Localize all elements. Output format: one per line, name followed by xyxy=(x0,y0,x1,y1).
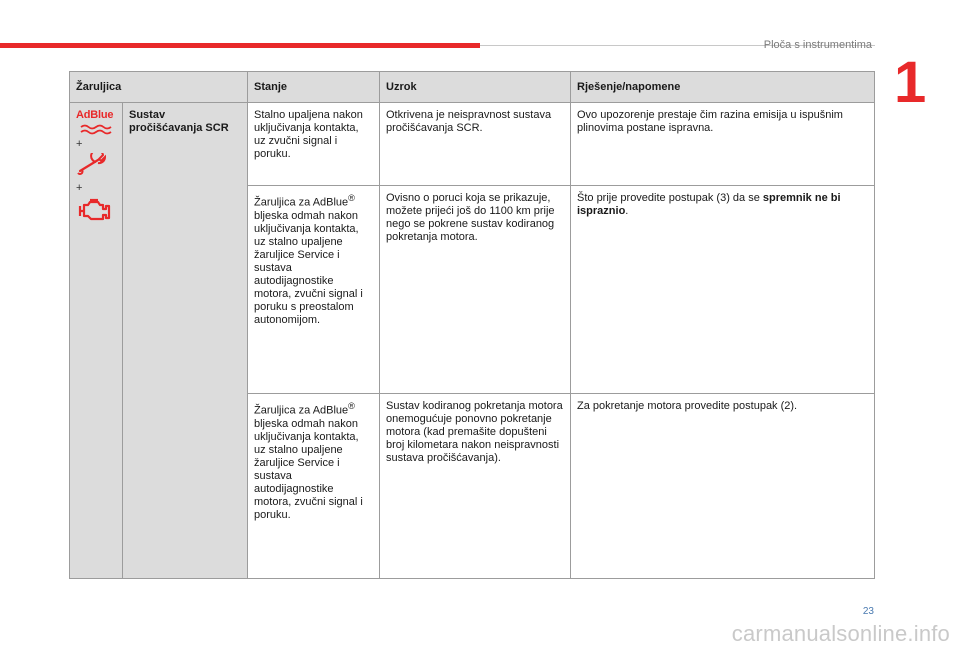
row2-rjesenje-bold: spremnik ne bi ispraznio xyxy=(577,192,841,217)
row2-rjesenje-prefix: Što prije provedite postupak (3) da se xyxy=(577,192,760,204)
warning-lamp-table xyxy=(69,71,875,579)
column-header-rjesenje: Rješenje/napomene xyxy=(571,72,875,103)
system-name: Sustav pročišćavanja SCR xyxy=(123,103,248,579)
table-row xyxy=(70,103,875,186)
row2-rjesenje-suffix: . xyxy=(625,205,629,217)
registered-mark: ® xyxy=(348,401,355,411)
table-header-row xyxy=(70,72,875,103)
row2-stanje-prefix: Žaruljica za AdBlue xyxy=(254,196,349,209)
row3-stanje-text: bljeska odmah nakon uključivanja kontakta, uz stalno upaljene žaruljice Service i sustava autodijagnostike motora, zvučni signal i poruku. xyxy=(254,417,363,521)
column-header-zaruljica: Žaruljica xyxy=(70,72,248,103)
engine-icon xyxy=(76,197,116,227)
column-header-stanje: Stanje xyxy=(248,72,380,103)
row2-rjesenje xyxy=(571,186,875,394)
adblue-icon xyxy=(76,109,116,135)
row2-stanje-text: bljeska odmah nakon uključivanja kontakta, uz stalno upaljene žaruljice Service i sustava autodijagnostike motora, zvučni signal i poruku s preostalom autonomijom. xyxy=(254,209,363,326)
registered-mark: ® xyxy=(348,193,355,203)
row1-uzrok: Otkrivena je neispravnost sustava pročišćavanja SCR. xyxy=(380,103,571,186)
section-title: Ploča s instrumentima xyxy=(763,39,872,51)
wrench-icon xyxy=(76,153,116,179)
plus-sign: + xyxy=(76,182,83,194)
chapter-number: 1 xyxy=(894,50,927,115)
row1-rjesenje: Ovo upozorenje prestaje čim razina emisija u ispušnim plinovima postane ispravna. xyxy=(571,103,875,186)
adblue-logo-text: AdBlue xyxy=(76,109,114,121)
row3-stanje xyxy=(248,394,380,579)
watermark: carmanualsonline.info xyxy=(731,621,950,646)
row3-rjesenje: Za pokretanje motora provedite postupak (2). xyxy=(571,394,875,579)
plus-sign: + xyxy=(76,138,83,150)
row1-stanje: Stalno upaljena nakon uključivanja kontakta, uz zvučni signal i poruku. xyxy=(248,103,380,186)
row2-uzrok: Ovisno o poruci koja se prikazuje, možete prijeći još do 1100 km prije nego se pokrene sustav kodiranog pokretanja motora. xyxy=(380,186,571,394)
page-number: 23 xyxy=(862,606,874,617)
row3-uzrok: Sustav kodiranog pokretanja motora onemogućuje ponovno pokretanje motora (kad premašite dopušteni broj kilometara nakon neispravnosti sustava pročišćavanja). xyxy=(380,394,571,579)
row2-stanje xyxy=(248,186,380,394)
row3-stanje-prefix: Žaruljica za AdBlue xyxy=(254,404,349,417)
header-red-bar xyxy=(0,43,480,48)
lamp-cell xyxy=(70,103,123,579)
column-header-uzrok: Uzrok xyxy=(380,72,571,103)
